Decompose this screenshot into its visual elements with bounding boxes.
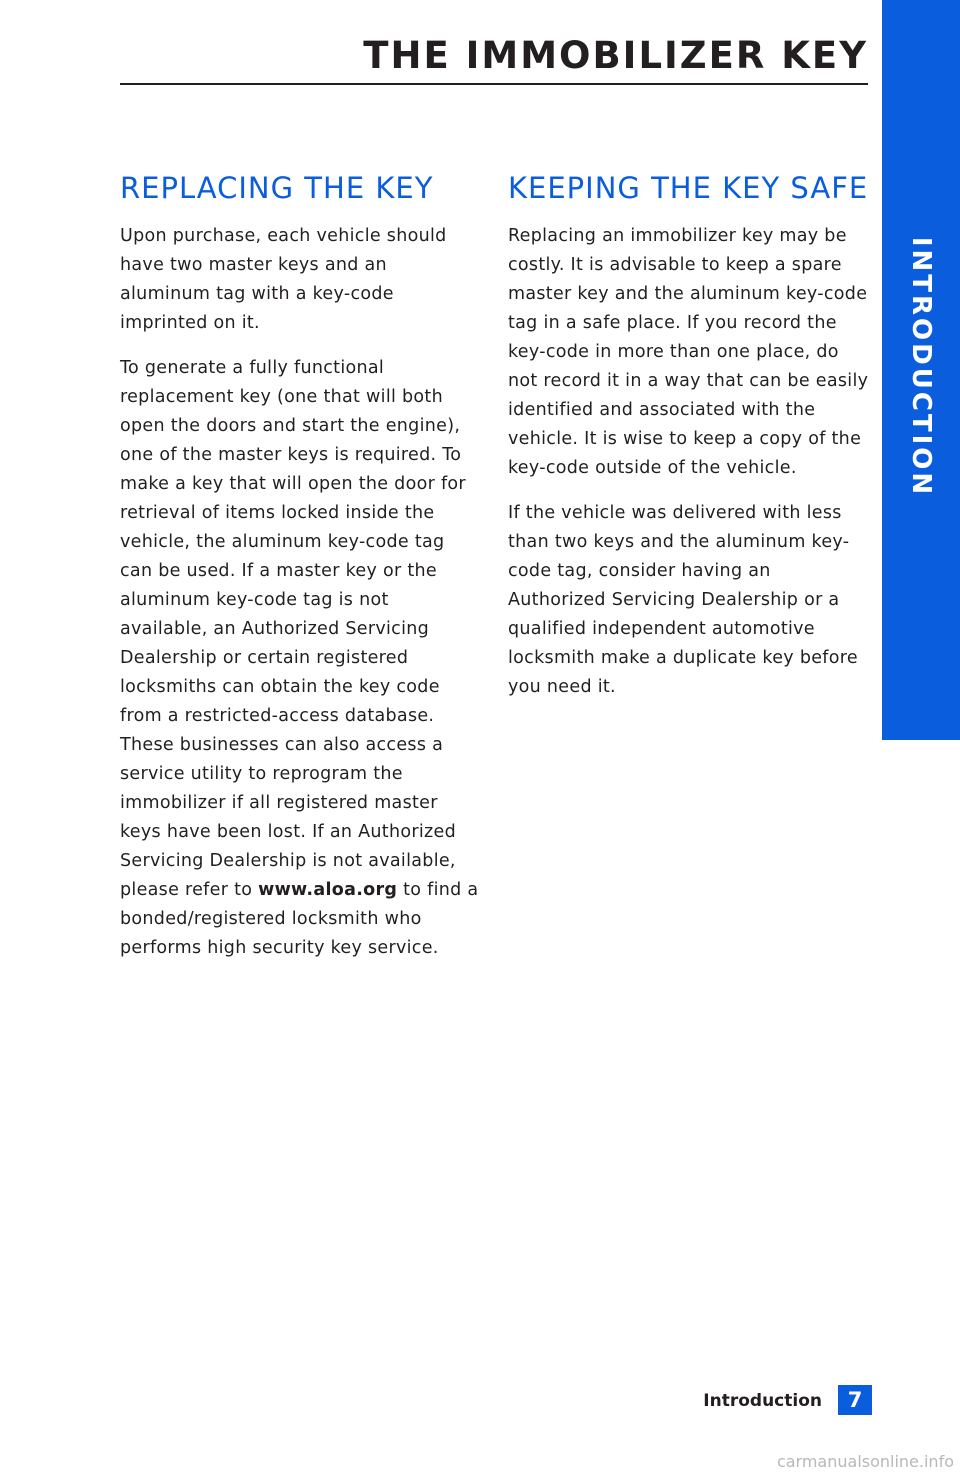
paragraph <box>120 354 482 963</box>
paragraph: If the vehicle was delivered with less than two keys and the aluminum key-code tag, consider having an Authorized Servicing Dealership or a qualified independent automotive locksmith make a duplicate key before you need it. <box>508 503 858 697</box>
paragraph: Replacing an immobilizer key may be costly. It is advisable to keep a spare master key and the aluminum key-code tag in a safe place. If you record the key-code in more than one place, do not record it in a way that can be easily identified and associated with the vehicle. It is wise to keep a copy of the key-code outside of the vehicle. <box>508 226 869 478</box>
section-keeping-the-key-safe <box>508 168 870 718</box>
watermark: carmanualsonline.info <box>776 1452 954 1471</box>
section-heading-keeping: KEEPING THE KEY SAFE <box>508 171 869 205</box>
paragraph-text: To generate a fully functional replacement key (one that will both open the doors and start the engine), one of the master keys is required. To make a key that will open the door for retrieval of items locked inside the vehicle, the aluminum key-code tag can be used. If a master key or the aluminum key-code tag is not available, an Authorized Servicing Dealership or certain registered locksmiths can obtain the key code from a restricted-access database. These businesses can also access a service utility to reprogram the immobilizer if all registered master keys have been lost. If an Authorized Servicing Dealership is not available, please refer to <box>120 358 466 900</box>
aloa-link: www.aloa.org <box>258 880 398 900</box>
paragraph-text: to find a bonded/registered locksmith who performs high security key service. <box>120 880 479 958</box>
paragraph: Upon purchase, each vehicle should have two master keys and an aluminum tag with a key-code imprinted on it. <box>120 226 447 333</box>
title-divider <box>120 83 868 85</box>
page-number: 7 <box>838 1385 872 1415</box>
section-replacing-the-key <box>120 168 482 979</box>
side-tab <box>882 0 960 740</box>
section-heading-replacing: REPLACING THE KEY <box>120 171 434 205</box>
page-title: THE IMMOBILIZER KEY <box>363 34 868 77</box>
side-tab-label: INTRODUCTION <box>906 236 936 498</box>
footer-section-label: Introduction <box>703 1391 822 1411</box>
